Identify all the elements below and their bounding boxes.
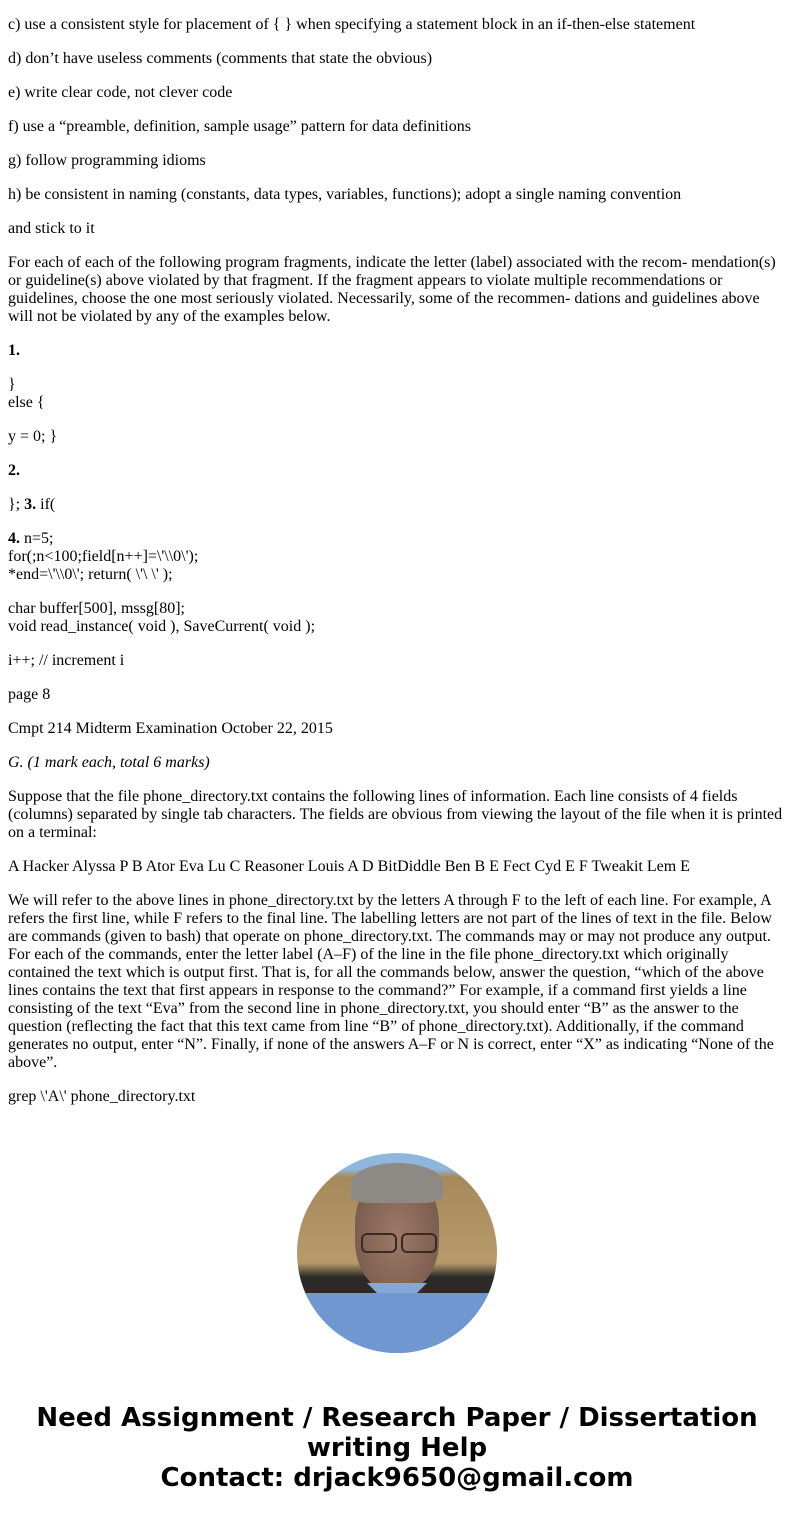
command-1: grep \'A\' phone_directory.txt <box>8 1088 196 1105</box>
code-line: char buffer[500], mssg[80]; <box>8 600 185 617</box>
contact-banner <box>0 1403 794 1493</box>
avatar-glasses <box>359 1233 439 1251</box>
question-1-label: 1. <box>8 342 20 359</box>
guideline-h: h) be consistent in naming (constants, data types, variables, functions); adopt a single naming convention <box>8 186 682 203</box>
code-line: } <box>8 376 16 393</box>
code-fragment: n=5; <box>24 530 54 547</box>
guideline-c: c) use a consistent style for placement of { } when specifying a statement block in an if-then-else statement <box>8 16 696 33</box>
page-number: page 8 <box>8 686 51 703</box>
code-fragment: }; <box>8 496 21 513</box>
file-lines: A Hacker Alyssa P B Ator Eva Lu C Reasoner Louis A D BitDiddle Ben B E Fect Cyd E F Tweakit Lem E <box>8 858 690 875</box>
code-line <box>8 530 786 548</box>
section-g-title: G. (1 mark each, total 6 marks) <box>8 754 210 771</box>
code-fragment: if( <box>40 496 56 513</box>
avatar-shirt <box>297 1293 497 1353</box>
code-line: *end=\'\\0\'; return( \'\ \' ); <box>8 566 173 583</box>
question-3-label: 3. <box>24 496 37 513</box>
guideline-d: d) don’t have useless comments (comments that state the obvious) <box>8 50 433 67</box>
comment-code: i++; // increment i <box>8 652 125 669</box>
guideline-g: g) follow programming idioms <box>8 152 206 169</box>
question-4-label: 4. <box>8 530 20 547</box>
avatar-hair <box>351 1163 443 1203</box>
guideline-e: e) write clear code, not clever code <box>8 84 233 101</box>
declaration-code <box>8 600 786 636</box>
instructions-paragraph: For each of each of the following program fragments, indicate the letter (label) associated with the recom- mendation(s) or guideline(s) above violated by that fragment. If the fragment appears to violate multiple recommendations or guidelines, choose the one most seriously violated. Necessarily, some of the recommen- dations and guidelines above will not be violated by any of the examples below. <box>8 254 776 325</box>
banner-contact: Contact: drjack9650@gmail.com <box>160 1463 634 1493</box>
question-4-code <box>8 530 786 584</box>
exam-header: Cmpt 214 Midterm Examination October 22, 2015 <box>8 720 333 737</box>
guideline-f: f) use a “preamble, definition, sample usage” pattern for data definitions <box>8 118 471 135</box>
question-1-code <box>8 376 786 412</box>
guideline-h-continued: and stick to it <box>8 220 95 237</box>
section-g-intro: Suppose that the file phone_directory.txt contains the following lines of information. Each line consists of 4 fields (columns) separated by single tab characters. The fields are obvious from viewing the layout of the file when it is printed on a terminal: <box>8 788 783 841</box>
code-line: else { <box>8 394 45 411</box>
banner-line: writing Help <box>306 1433 488 1463</box>
section-g-explanation: We will refer to the above lines in phone_directory.txt by the letters A through F to the left of each line. For example, A refers the first line, while F refers to the final line. The labelling letters are not part of the lines of text in the file. Below are commands (given to bash) that operate on phone_directory.txt. The commands may or may not produce any output. For each of the commands, enter the letter label (A–F) of the line in the file phone_directory.txt which originally contained the text which is output first. That is, for all the commands below, answer the question, “which of the above lines contains the text that first appears in response to the command?” For example, if a command first yields a line consisting of the text “Eva” from the second line in phone_directory.txt, you should enter “B” as the answer to the question (reflecting the fact that this text came from line “B” of phone_directory.txt). Additionally, if the command generates no output, enter “N”. Finally, if none of the answers A–F or N is correct, enter “X” as indicating “None of the above”. <box>8 892 774 1071</box>
question-2-3-line <box>8 496 786 514</box>
code-line: for(;n<100;field[n++]=\'\\0\'); <box>8 548 199 565</box>
question-1-code-end: y = 0; } <box>8 428 58 445</box>
author-avatar <box>297 1153 497 1353</box>
question-2-label: 2. <box>8 462 20 479</box>
banner-line: Need Assignment / Research Paper / Dissertation <box>36 1403 758 1433</box>
code-line: void read_instance( void ), SaveCurrent( void ); <box>8 618 316 635</box>
